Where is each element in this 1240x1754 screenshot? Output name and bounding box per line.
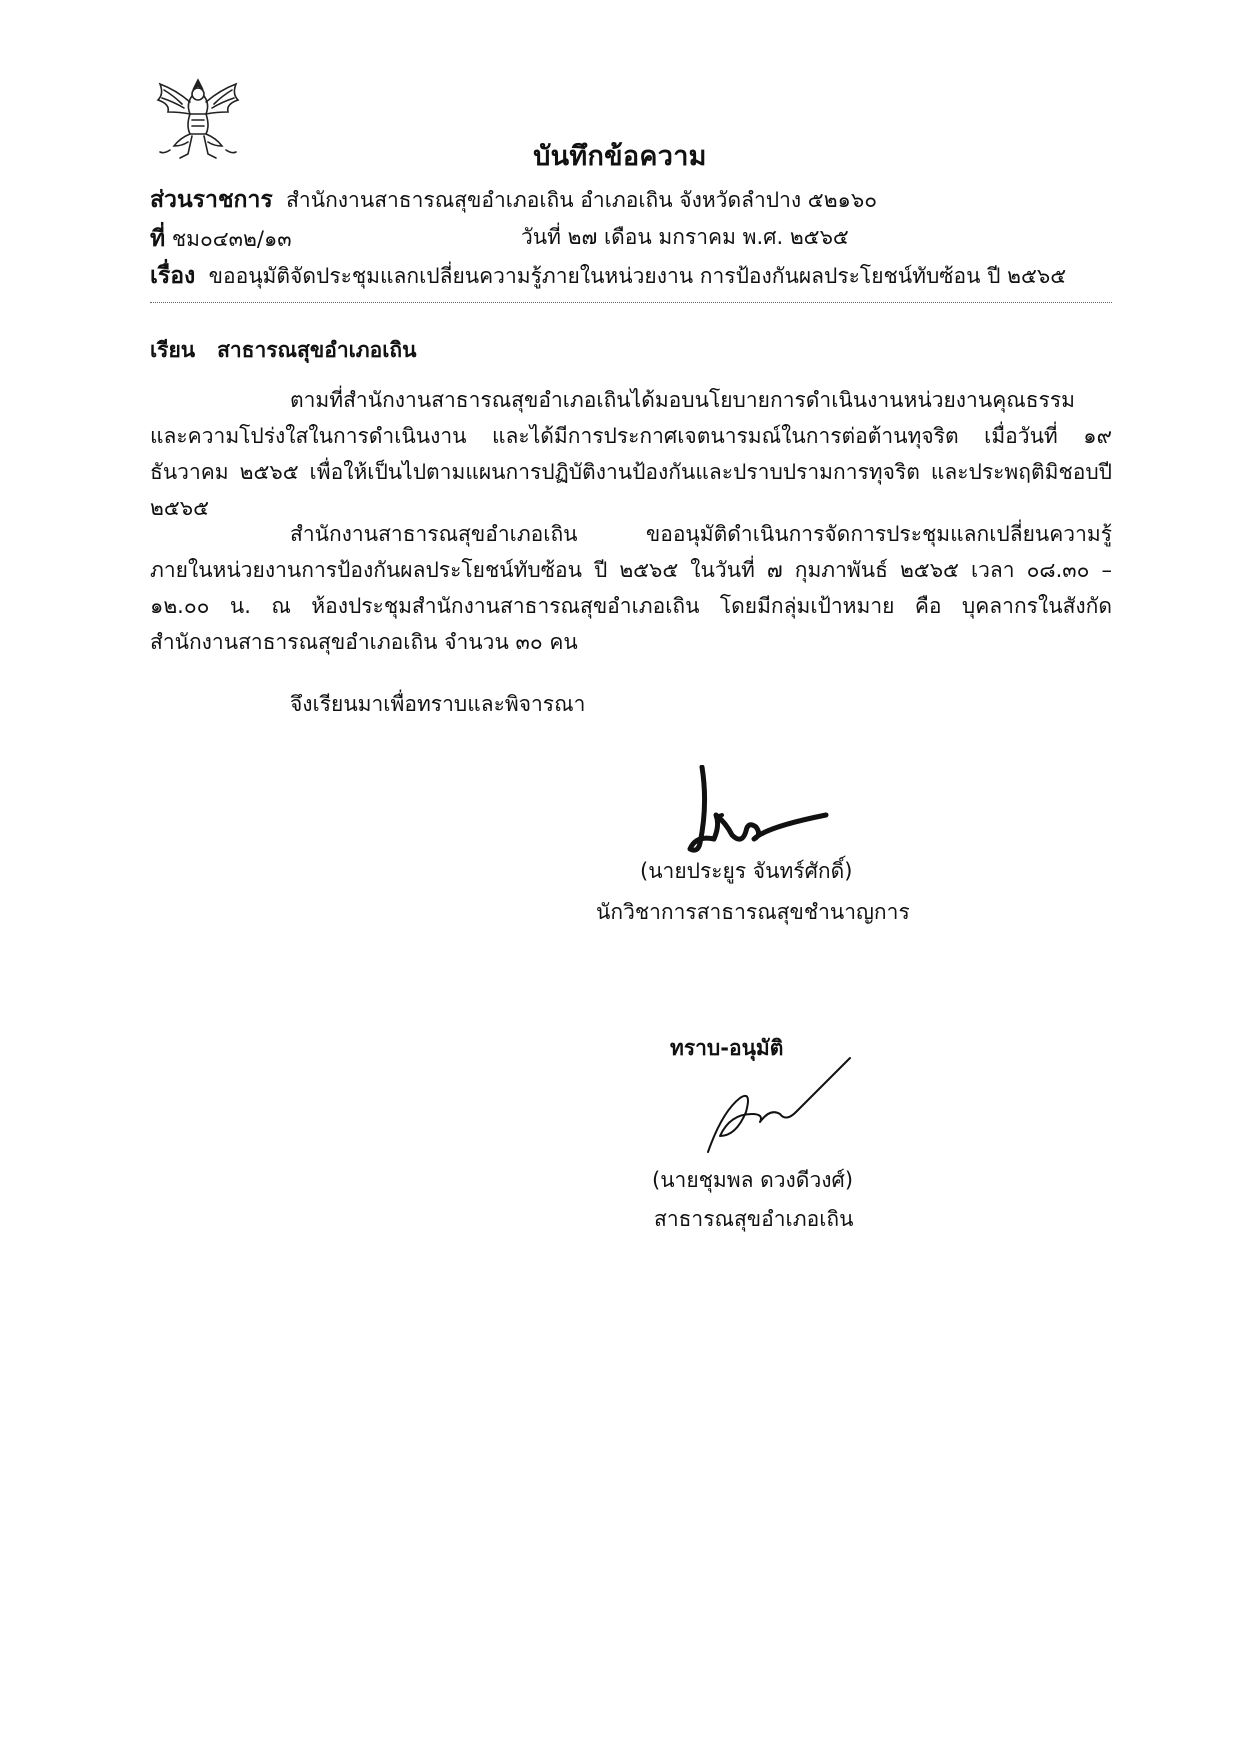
body-paragraph-1: ตามที่สำนักงานสาธารณสุขอำเภอเถินได้มอบนโยบายการดำเนินงานหน่วยงานคุณธรรม และความโปร่งใสในการดำเนินงาน และได้มีการประกาศเจตนารมณ์ในการต่อต้านทุจริต เมื่อวันที่ ๑๙ ธันวาคม ๒๕๖๕ เพื่อให้เป็นไปตามแผนการปฏิบัติงานป้องกันและปราบปรามการทุจริต และประพฤติมิชอบปี ๒๕๖๕	[150, 388, 1112, 520]
memo-title: บันทึกข้อความ	[533, 141, 707, 172]
agency-label: ส่วนราชการ	[150, 187, 273, 213]
addressee-value: สาธารณสุขอำเภอเถิน	[217, 338, 417, 362]
reference-label: ที่	[150, 226, 166, 252]
signer-signature-icon	[686, 765, 846, 860]
memo-date: วันที่ ๒๗ เดือน มกราคม พ.ศ. ๒๕๖๕	[521, 225, 849, 249]
subject-row	[150, 258, 1066, 294]
agency-value: สำนักงานสาธารณสุขอำเภอเถิน อำเภอเถิน จังหวัดลำปาง ๕๒๑๖๐	[286, 188, 878, 212]
signer-name: (นายประยูร จันทร์ศักดิ์)	[640, 859, 853, 883]
approval-label: ทราบ-อนุมัติ	[670, 1036, 784, 1060]
addressee-label: เรียน	[150, 338, 196, 362]
reference-number: ชม๐๔๓๒/๑๓	[171, 227, 292, 251]
subject-value: ขออนุมัติจัดประชุมแลกเปลี่ยนความรู้ภายในหน่วยงาน การป้องกันผลประโยชน์ทับซ้อน ปี ๒๕๖๕	[208, 264, 1067, 288]
approver-name: (นายชุมพล ดวงดีวงศ์)	[652, 1168, 854, 1192]
signer-position: นักวิชาการสาธารณสุขชำนาญการ	[596, 900, 910, 924]
agency-row	[150, 182, 877, 218]
reference-row	[150, 221, 292, 257]
approver-signature-icon	[700, 1052, 860, 1162]
closing-sentence: จึงเรียนมาเพื่อทราบและพิจารณา	[290, 692, 586, 716]
approver-position: สาธารณสุขอำเภอเถิน	[654, 1207, 854, 1231]
addressee-row	[150, 334, 417, 367]
subject-label: เรื่อง	[150, 263, 196, 289]
header-divider	[150, 302, 1112, 303]
body-paragraph-2: สำนักงานสาธารณสุขอำเภอเถิน ขออนุมัติดำเนินการจัดการประชุมแลกเปลี่ยนความรู้ภายในหน่วยงานการป้องกันผลประโยชน์ทับซ้อน ปี ๒๕๖๕ ในวันที่ ๗ กุมภาพันธ์ ๒๕๖๕ เวลา ๐๘.๓๐ – ๑๒.๐๐ น. ณ ห้องประชุมสำนักงานสาธารณสุขอำเภอเถิน โดยมีกลุ่มเป้าหมาย คือ บุคลากรในสังกัดสำนักงานสาธารณสุขอำเภอเถิน จำนวน ๓๐ คน	[150, 522, 1112, 654]
